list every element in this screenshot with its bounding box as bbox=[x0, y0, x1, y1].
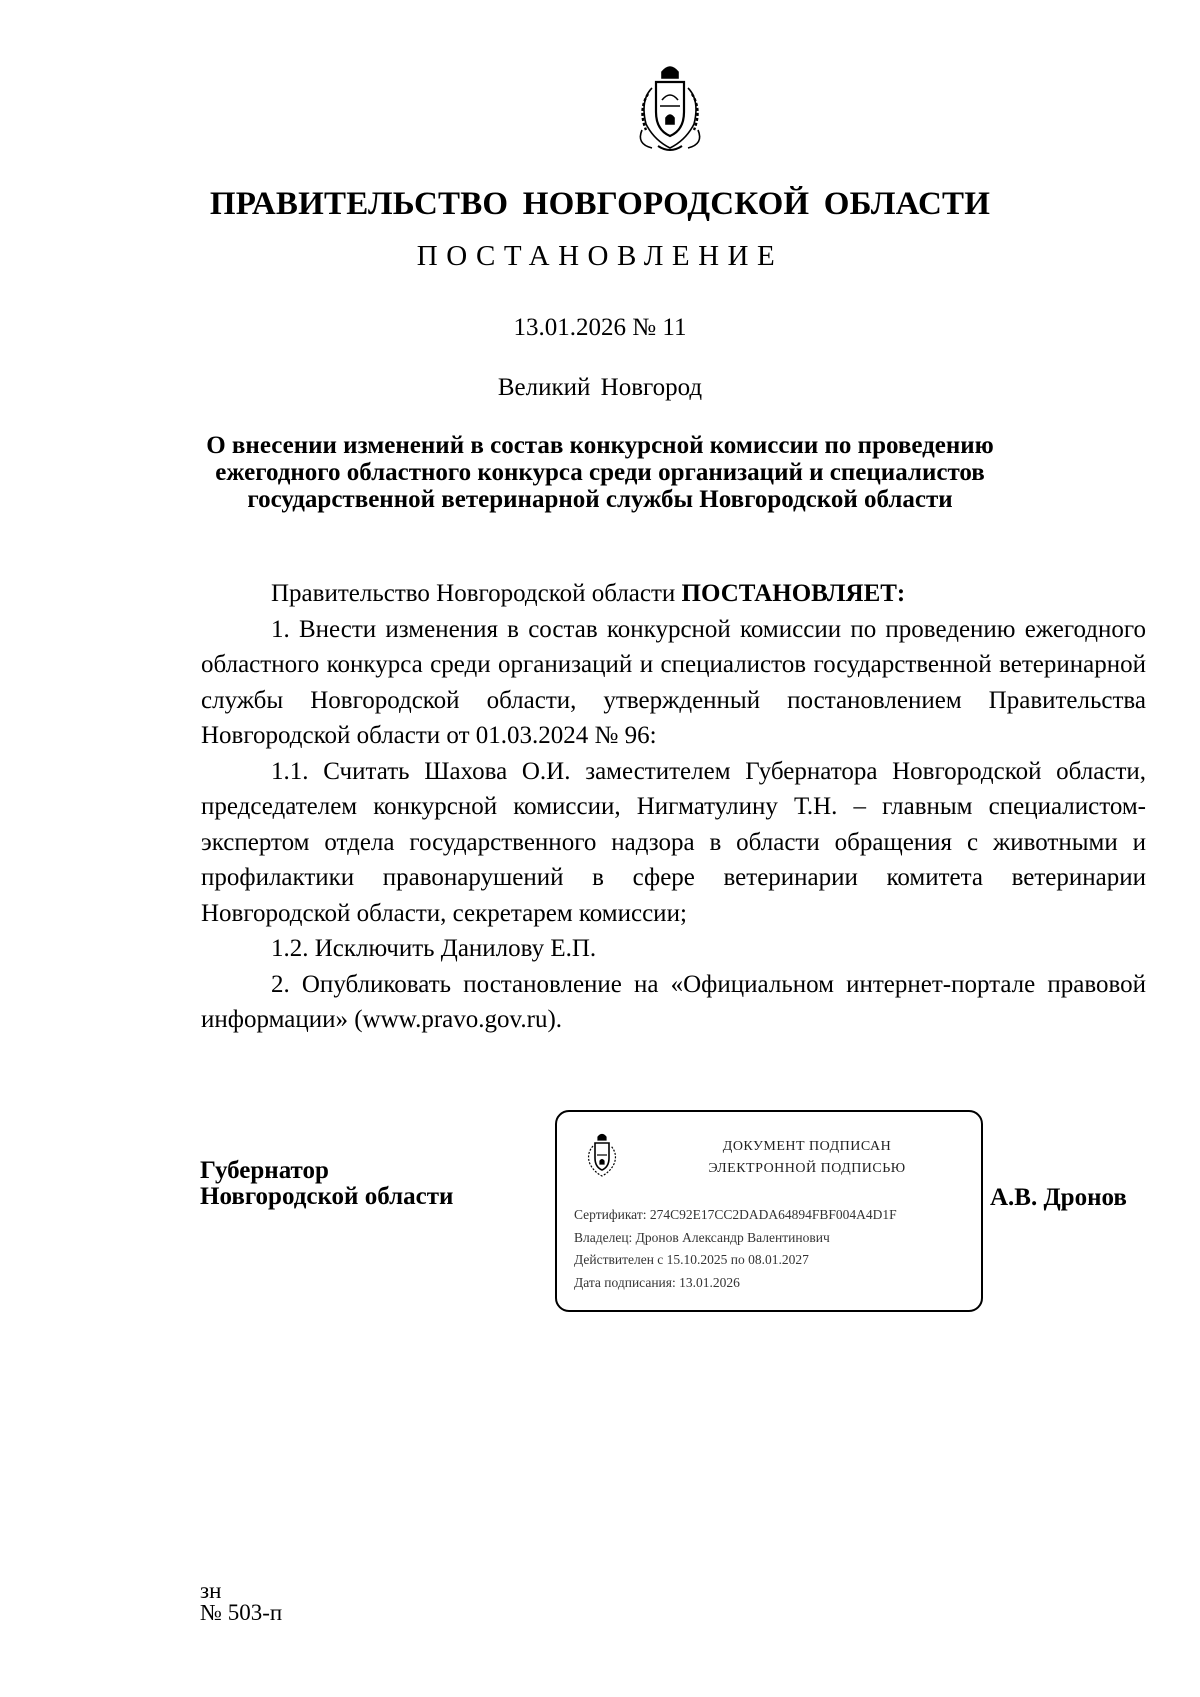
clause-1-2: 1.2. Исключить Данилову Е.П. bbox=[271, 935, 597, 962]
stamp-heading bbox=[657, 1136, 957, 1180]
signatory-position bbox=[200, 1158, 453, 1210]
subject-line: ежегодного областного конкурса среди организаций и специалистов bbox=[215, 459, 985, 486]
preamble bbox=[201, 576, 1146, 612]
stamp-owner: Владелец: Дронов Александр Валентинович bbox=[574, 1229, 830, 1245]
document-type: ПОСТАНОВЛЕНИЕ bbox=[416, 240, 784, 272]
document-subject bbox=[200, 432, 1000, 513]
stamp-signed-date: Дата подписания: 13.01.2026 bbox=[574, 1274, 740, 1290]
clause-1: 1. Внести изменения в состав конкурсной комиссии по проведению ежегодного областного конкурса среди организаций и специалистов государственной ветеринарной службы Новгородской области, утвержденный постановлением Правительства Новгородской области от 01.03.2024 № 96: bbox=[201, 615, 1146, 749]
government-title: ПРАВИТЕЛЬСТВО НОВГОРОДСКОЙ ОБЛАСТИ bbox=[209, 186, 991, 222]
clause-2: 2. Опубликовать постановление на «Официальном интернет-портале правовой информации» (www.pravo.gov.ru). bbox=[201, 970, 1146, 1033]
coat-of-arms-icon bbox=[632, 60, 708, 156]
document-city: Великий Новгород bbox=[497, 374, 703, 401]
stamp-heading-line: ЭЛЕКТРОННОЙ ПОДПИСЬЮ bbox=[708, 1161, 906, 1176]
signatory-name: А.В. Дронов bbox=[990, 1184, 1127, 1211]
clause-1-1: 1.1. Считать Шахова О.И. заместителем Губернатора Новгородской области, председателем конкурсной комиссии, Нигматулину Т.Н. – главным специалистом-экспертом отдела государственного надзора в области обращения с животными и профилактики правонарушений в сфере ветеринарии комитета ветеринарии Новгородской области, секретарем комиссии; bbox=[201, 757, 1146, 927]
stamp-heading-line: ДОКУМЕНТ ПОДПИСАН bbox=[722, 1139, 892, 1154]
position-line: Губернатор bbox=[200, 1157, 329, 1184]
reference-number: № 503-п bbox=[200, 1600, 283, 1625]
stamp-coat-of-arms-icon bbox=[583, 1132, 621, 1180]
preamble-decree-word: ПОСТАНОВЛЯЕТ: bbox=[681, 580, 906, 607]
subject-line: государственной ветеринарной службы Новгородской области bbox=[247, 486, 953, 513]
position-line: Новгородской области bbox=[200, 1183, 454, 1210]
document-body bbox=[201, 576, 1146, 1038]
preamble-text: Правительство Новгородской области bbox=[271, 580, 682, 607]
document-date-number: 13.01.2026 № 11 bbox=[513, 314, 687, 341]
stamp-validity: Действителен с 15.10.2025 по 08.01.2027 bbox=[574, 1252, 809, 1267]
subject-line: О внесении изменений в состав конкурсной комиссии по проведению bbox=[206, 432, 994, 459]
stamp-certificate: Сертификат: 274C92E17CC2DADA64894FBF004A4D1F bbox=[574, 1207, 897, 1222]
electronic-signature-stamp bbox=[555, 1110, 983, 1312]
stamp-details bbox=[574, 1204, 897, 1294]
executor-block bbox=[200, 1580, 282, 1624]
executor-initials: зн bbox=[200, 1578, 222, 1603]
